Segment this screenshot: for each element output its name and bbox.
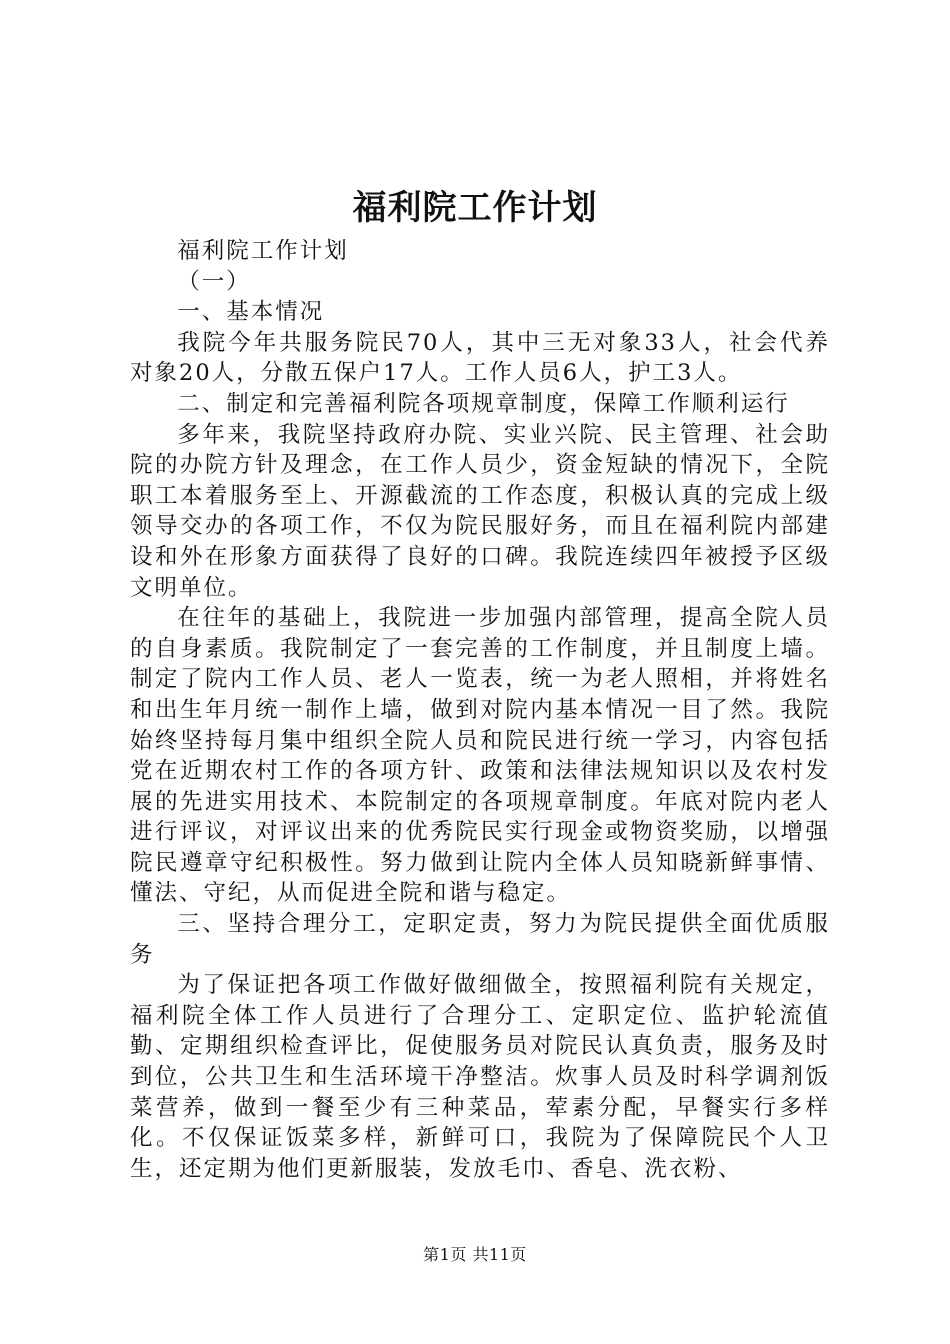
section-heading-rules: 二、制定和完善福利院各项规章制度，保障工作顺利运行: [177, 390, 790, 417]
page-footer: 第1页 共11页: [423, 1245, 527, 1264]
paragraph-rules-2: 在往年的基础上，我院进一步加强内部管理，提高全院人员的自身素质。我院制定了一套完善的工作制度，并且制度上墙。制定了院内工作人员、老人一览表，统一为老人照相，并将姓名和出生年月统一制作上墙，做到对院内基本情况一目了然。我院始终坚持每月集中组织全院人员和院民进行统一学习，内容包括党在近期农村工作的各项方针、政策和法律法规知识以及农村发展的先进实用技术、本院制定的各项规章制度。年底对院内老人进行评议，对评议出来的优秀院民实行现金或物资奖励，以增强院民遵章守纪积极性。努力做到让院内全体人员知晓新鲜事情、懂法、守纪，从而促进全院和谐与稳定。: [130, 605, 830, 907]
document-title: 福利院工作计划: [352, 188, 598, 228]
paragraph-basic-situation: 我院今年共服务院民70人，其中三无对象33人，社会代养对象20人，分散五保户17人。工作人员6人，护工3人。: [130, 329, 830, 387]
paragraph-subtitle: 福利院工作计划: [177, 238, 349, 264]
paragraph-rules-1: 多年来，我院坚持政府办院、实业兴院、民主管理、社会助院的办院方针及理念，在工作人员少，资金短缺的情况下，全院职工本着服务至上、开源截流的工作态度，积极认真的完成上级领导交办的各项工作，不仅为院民服好务，而且在福利院内部建设和外在形象方面获得了良好的口碑。我院连续四年被授予区级文明单位。: [130, 421, 830, 601]
paragraph-part-number: （一）: [177, 268, 251, 295]
document-body: [130, 236, 830, 1184]
paragraph-division-of-labor: 为了保证把各项工作做好做细做全，按照福利院有关规定，福利院全体工作人员进行了合理分工、定职定位、监护轮流值勤、定期组织检查评比，促使服务员对院民认真负责，服务及时到位，公共卫生和生活环境干净整洁。炊事人员及时科学调剂饭菜营养，做到一餐至少有三种菜品，荤素分配，早餐实行多样化。不仅保证饭菜多样，新鲜可口，我院为了保障院民个人卫生，还定期为他们更新服装，发放毛巾、香皂、洗衣粉、: [130, 972, 830, 1182]
section-heading-division-of-labor: 三、坚持合理分工，定职定责，努力为院民提供全面优质服务: [130, 911, 830, 968]
section-heading-basic-situation: 一、基本情况: [177, 299, 325, 326]
